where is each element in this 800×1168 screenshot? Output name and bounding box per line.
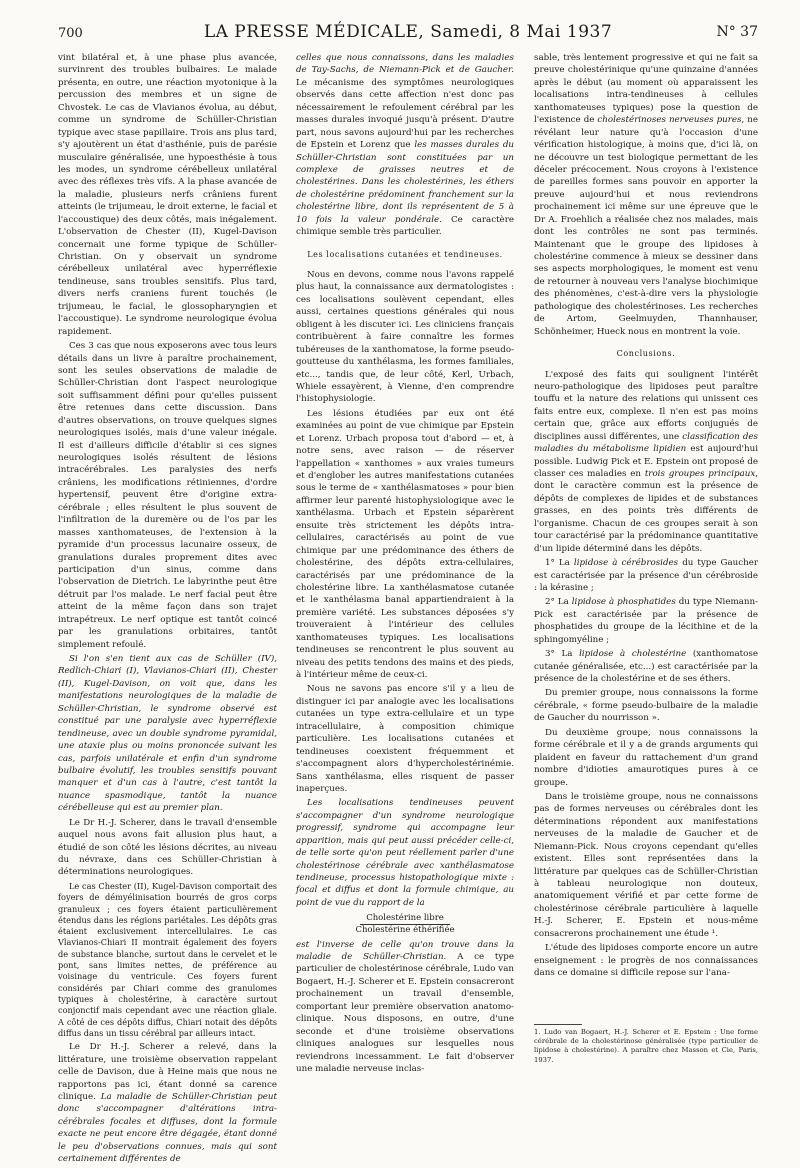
paragraph-italic: Les localisations tendineuses peuvent s'accompagner d'un syndrome neurologique progressif, syndrome qui accompagne leur apparition, mais qui peut aussi précéder celle-ci, de telle sorte qu'on peut réellement parler d'une cholestérinose cérébrale avec xanthélasmatose tendineuse, processus histopathologique mixte : focal et diffus et dont la formule chimique, au point de vue du rapport de la (296, 798, 514, 908)
column-right (534, 52, 758, 982)
paragraph: Les lésions étudiées par eux ont été examinées au point de vue chimique par Epstein et Lorenz. Urbach proposa tout d'abord — et, à notre sens, avec raison — de réserver l'appellation « xanthomes » aux vraies tumeurs et d'englober les autres manifestations cutanées sous le terme de « xanthélasmatoses » pour bien affirmer leur parenté histophysiologique avec le xanthélasma. Urbach et Epstein séparèrent ensuite très strictement les dépôts intra-cellulaires, caractérisés au point de vue chimique par une prédominance des éthers de cholestérine, des dépôts extra-cellulaires, caractérisés par une prédominance de la cholestérine libre. La xanthélasmatose cutanée et le xanthélasma banal appartiendraient à la première variété. Les substances déposées s'y trouveraient à l'intérieur des cellules xanthomateuses typiques. Les localisations tendineuses se rencontrent le plus souvent au niveau des petits tendons des mains et des pieds, à l'intérieur même de ceux-ci. (296, 408, 514, 680)
paragraph: vint bilatéral et, à une phase plus avancée, survinrent des troubles bulbaires. Le malade présenta, en outre, une réaction myotonique à la percussion des membres et un signe de Chvostek. Le cas de Vlavianos évolua, au début, comme un syndrome de Schüller-Christian typique avec stase papillaire. Trois ans plus tard, s'y ajoutèrent un état d'asthénie, puis de parésie musculaire généralisée, une hypoesthésie à tous les modes, un syndrome cérébelleux unilatéral avec des réflexes très vifs. A la phase avancée de la maladie, plusieurs nerfs crâniens furent atteints (le trijumeau, le droit externe, le facial et l'accoustique) des deux côtés, mais inégalement. L'observation de Chester (II), Kugel-Davison concernait une forme typique de Schüller-Christian. On y observait un syndrome cérébelleux unilatéral avec hyperréflexie tendineuse, sans troubles sensitifs. Plus tard, divers nerfs craniens furent touchés (le trijumeau, le facial, le glossopharyngien et l'accoustique). Le syndrome neurologique évolua rapidement. (58, 53, 277, 337)
text-run-italic: cholestérinoses nerveuses pures (597, 115, 742, 126)
paragraph (58, 1041, 277, 1165)
text-run: (xanthomatose cutanée généralisée, etc...) est caractérisée par la présence de la cholestérine et de ses éthers. (534, 649, 758, 684)
text-run: Le Dr H.-J. Scherer a relevé, dans la littérature, une troisième observation rappelant celle de Davison, due à Heine mais que nous ne rapportons pas ici, étant donné sa carence clinique. (58, 1042, 277, 1102)
paragraph: Du premier groupe, nous connaissons la forme cérébrale, « forme pseudo-bulbaire de la maladie de Gaucher du nourrisson ». (534, 688, 758, 724)
journal-title: LA PRESSE MÉDICALE, Samedi, 8 Mai 1937 (203, 22, 613, 42)
text-run-italic: lipidose à cholestérine (579, 649, 687, 660)
paragraph: Ces 3 cas que nous exposerons avec tous leurs détails dans un livre à paraître prochainement, sont les seules observations de maladie de Schüller-Christian dont l'aspect neurologique soit suffisamment défini pour qu'elles puissent être retenues dans cette discussion. Dans d'autres observations, on trouve quelques signes neurologiques isolés, mais d'une valeur inégale. Il est d'ailleurs difficile d'établir si ces signes neurologiques isolés résultent de lésions intracérébrales. Les paralysies des nerfs crâniens, les modifications rétiniennes, d'ordre hypertensif, peuvent être d'origine extra-cérébrale ; elles résultent le plus souvent de l'infiltration de la duremère ou de l'os par les masses xanthomateuses, de l'extension à la pyramide d'un processus lacunaire osseux, de granulations durales proprement dites avec participation d'un sinus, comme dans l'observation de Dietrich. Le labyrinthe peut être détruit par l'os malade. Le nerf facial peut être atteint de la même façon dans son trajet intrapétreux. Le nerf optique est tantôt coincé par les granulations orbitaires, tantôt simplement refoulé. (58, 341, 277, 650)
page-header (58, 22, 758, 46)
text-run-italic: lipidose à cérébrosides (573, 558, 679, 569)
paragraph: Du deuxième groupe, nous connaissons la forme cérébrale et il y a de grands arguments qui plaident en faveur du rattachement d'un grand nombre d'idioties amaurotiques pures à ce groupe. (534, 727, 758, 788)
text-run: , ne révélant leur nature qu'à l'occasion d'une vérification histologique, à moins que, d'ici là, on ne découvre un test biologique permettant de les déceler précocement. Nous croyons à l'existence de pareilles formes sans pouvoir en apporter la preuve aujourd'hui et nous reviendrons prochainement ici même sur une épreuve que le Dr A. Froehlich a réalisée chez nos malades, mais dont les contrôles ne sont pas terminés. Maintenant que le groupe des lipidoses à cholestérine commence à mieux se dessiner dans ses aspects morphologiques, le moment est venu de retourner à nouveau vers l'analyse biochimique des phénomènes, c'est-à-dire vers la physiologie pathologique des cholestérinoses. Les recherches de Artom, Geelmuyden, Thannhauser, Schönheimer, Hueck nous en montrent la voie. (534, 115, 759, 337)
paragraph: Nous en devons, comme nous l'avons rappelé plus haut, la connaissance aux dermatologistes : ces localisations soulèvent cependant, elles aussi, certaines questions générales qui nous obligent à les discuter ici. Les cliniciens français contribuèrent à faire connaître les formes tubéreuses de la xanthomatose, la forme pseudo-goutteuse du xanthélasma, les formes familiales, etc..., tandis que, de leur côté, Kerl, Urbach, Whiele essayèrent, à Vienne, d'en comprendre l'histophysiologie. (296, 270, 514, 405)
text-run: 2° La (545, 597, 572, 608)
paragraph-small: Le cas Chester (II), Kugel-Davison comportait des foyers de démyélinisation bourrés de gros corps granuleux ; ces foyers étaient particulièrement étendus dans les régions pariétales. Les dépôts gras étaient exclusivement intercellulaires. Le cas Vlavianos-Chiari II montrait également des foyers de substance blanche, surtout dans le cervelet et le pont, sans limites nettes, de préférence au voisinage du ventricule. Ces foyers furent considérés par Chiari comme des granulomes typiques à cholestérine, à caractère surtout conjonctif mais cependant avec une réaction gliale. A côté de ces dépôts diffus, Chiari notait des dépôts diffus dans un tissu cérébral par ailleurs intact. (58, 880, 277, 1038)
text-run: Le mécanisme des symptômes neurologiques observés dans cette affection n'est donc pas nécessairement le refoulement cérébral par les masses durales invoqué jusqu'à présent. D'autre part, nous savons aujourd'hui par les recherches de Epstein et Lorenz que (296, 77, 514, 151)
text-run: A ce type particulier de cholestérinose cérébrale, Ludo van Bogaert, H.-J. Scherer et E. Epstein consacreront prochainement un travail d'ensemble, comportant leur première observation anatomo-clinique. Nous disposons, en outre, d'une seconde et d'une troisième observations cliniques analogues sur lesquelles nous reviendrons incessamment. Le fait d'observer une maladie nerveuse inclas- (296, 952, 514, 1074)
paragraph (296, 52, 514, 239)
text-run: L'exposé des faits qui soulignent l'intérêt neuro-pathologique des lipidoses peut paraître touffu et la nature des relations qui unissent ces faits entre eux, complexe. Il n'en est pas moins certain que, grâce aux efforts conjugués de disciplines aussi différentes, une (534, 369, 758, 442)
section-heading: Conclusions. (616, 349, 676, 359)
page-number: 700 (58, 26, 83, 41)
footnote (534, 1028, 758, 1065)
text-run: 1° La (545, 558, 574, 569)
text-run: Ce caractère chimique semble très particulier. (296, 214, 514, 238)
list-item (534, 557, 758, 594)
text-run: du type Niemann-Pick est caractérisée par la présence de phosphatides du groupe de la lécithine et de la sphingomyéline ; (534, 597, 759, 645)
footnote-divider (534, 1024, 582, 1025)
fraction-denominator: Cholestérine éthérifiée (355, 924, 455, 935)
text-run-italic: classification des maladies du métabolisme lipidien (534, 431, 758, 455)
section-heading: Les localisations cutanées et tendineuses. (307, 249, 503, 259)
text-run: du type Gaucher est caractérisée par la présence d'un cérébroside : la kérasine ; (534, 558, 759, 593)
issue-number: N° 37 (716, 24, 758, 40)
text-run-italic: La maladie de Schüller-Christian peut donc s'accompagner d'altérations intra-cérébrales focales et diffuses, dont la formule exacte ne peut encore être dégagée, étant donné le peu d'observations connues, mais qui sont certainement différentes de (58, 1092, 277, 1165)
footnote-text: 1. Ludo van Bogaert, H.-J. Scherer et E. Epstein : Une forme cérébrale de la cholestérinose généralisée (type particulier de lipidose à cholestérine). A paraître chez Masson et Cie, Paris, 1937. (534, 1028, 758, 1064)
text-run: , dont le caractère commun est la présence de dépôts de complexes de lipides et de substances grasses, en des points très différents de l'organisme. Chacun de ces groupes serait à son tour caractérisé par la prédominance quantitative d'un lipide déterminé dans les dépôts. (534, 469, 758, 554)
text-run-italic: les masses durales du Schüller-Christian sont constituées par un complexe de graisses neutres et de cholestérines. Dans les cholestérines, les éthers de cholestérine prédominent franchement sur la cholestérine libre, dont ils représentent de 5 à 10 fois la valeur pondérale. (296, 140, 514, 225)
paragraph: Nous ne savons pas encore s'il y a lieu de distinguer ici par analogie avec les localisations cutanées un type extra-cellulaire et un type intracellulaire, à composition chimique particulière. Les localisations cutanées et tendineuses coexistent fréquemment et s'accompagnent alors d'hypercholestérinémie. Sans xanthélasma, elles risquent de passer inaperçues. (296, 684, 514, 794)
fraction-numerator: Cholestérine libre (360, 913, 450, 925)
paragraph (534, 52, 758, 338)
column-middle (296, 52, 514, 1077)
text-run: 3° La (545, 649, 580, 660)
paragraph: L'étude des lipidoses comporte encore un autre enseignement : le progrès de nos connaissances dans ce domaine si difficile repose sur l'ana- (534, 943, 758, 979)
ratio-fraction (296, 913, 514, 935)
list-item (534, 596, 758, 646)
paragraph: Le Dr H.-J. Scherer, dans le travail d'ensemble auquel nous avons fait allusion plus haut, a étudié de son côté les lésions décrites, au niveau du névraxe, dans ces Schüller-Christian à déterminations neurologiques. (58, 817, 277, 878)
list-item (534, 648, 758, 685)
column-left (58, 52, 277, 1168)
text-run-italic: trois groupes principaux (644, 469, 756, 479)
paragraph: Dans le troisième groupe, nous ne connaissons pas de formes nerveuses ou cérébrales dont les déterminations répondent aux manifestations nerveuses de la maladie de Gaucher et de Niemann-Pick. Nous croyons cependant qu'elles existent. Elles sont représentées dans la littérature par quelques cas de Schüller-Christian à tableau neurologique non douteux, anatomiquement vérifié et par cette forme de cholestérinose cérébrale particulière à laquelle H.-J. Scherer, E. Epstein et nous-même consacrerons prochainement une étude ¹. (534, 791, 758, 939)
text-run-italic: celles que nous connaissons, dans les maladies de Tay-Sachs, de Niemann-Pick et de Gaucher. (296, 53, 514, 76)
text-run-italic: lipidose à phosphatides (571, 597, 676, 608)
text-run-italic: est l'inverse de celle qu'on trouve dans la maladie de Schüller-Christian. (296, 939, 514, 962)
paragraph (534, 369, 758, 556)
text-run: est aujourd'hui possible. Ludwig Pick et E. Epstein ont proposé de classer ces maladies en (534, 444, 759, 479)
paragraph (296, 939, 514, 1076)
text-run: sable, très lentement progressive et qui ne fait sa preuve cholestérinique qu'une quinzaine d'années après le début (au moment où apparaissent les localisations intra-tendineuses à cellules xanthomateuses typiques) pose la question de l'existence de (534, 53, 758, 126)
paragraph-italic: Si l'on s'en tient aux cas de Schüller (IV), Redlich-Chiari (I), Vlavianos-Chiari (II), Chester (II), Kugel-Davison, on voit que, dans les manifestations neurologiques de la maladie de Schüller-Christian, le syndrome observé est constitué par une paralysie avec hyperréflexie tendineuse, avec un double syndrome pyramidal, une ataxie plus ou moins prononcée suivant les cas, parfois unilatérale et enfin d'un syndrome bulbaire évolutif, les troubles sensitifs pouvant manquer et d'un cas à l'autre, c'est tantôt la nuance spasmodique, tantôt la nuance cérébelleuse qui est au premier plan. (58, 654, 277, 814)
